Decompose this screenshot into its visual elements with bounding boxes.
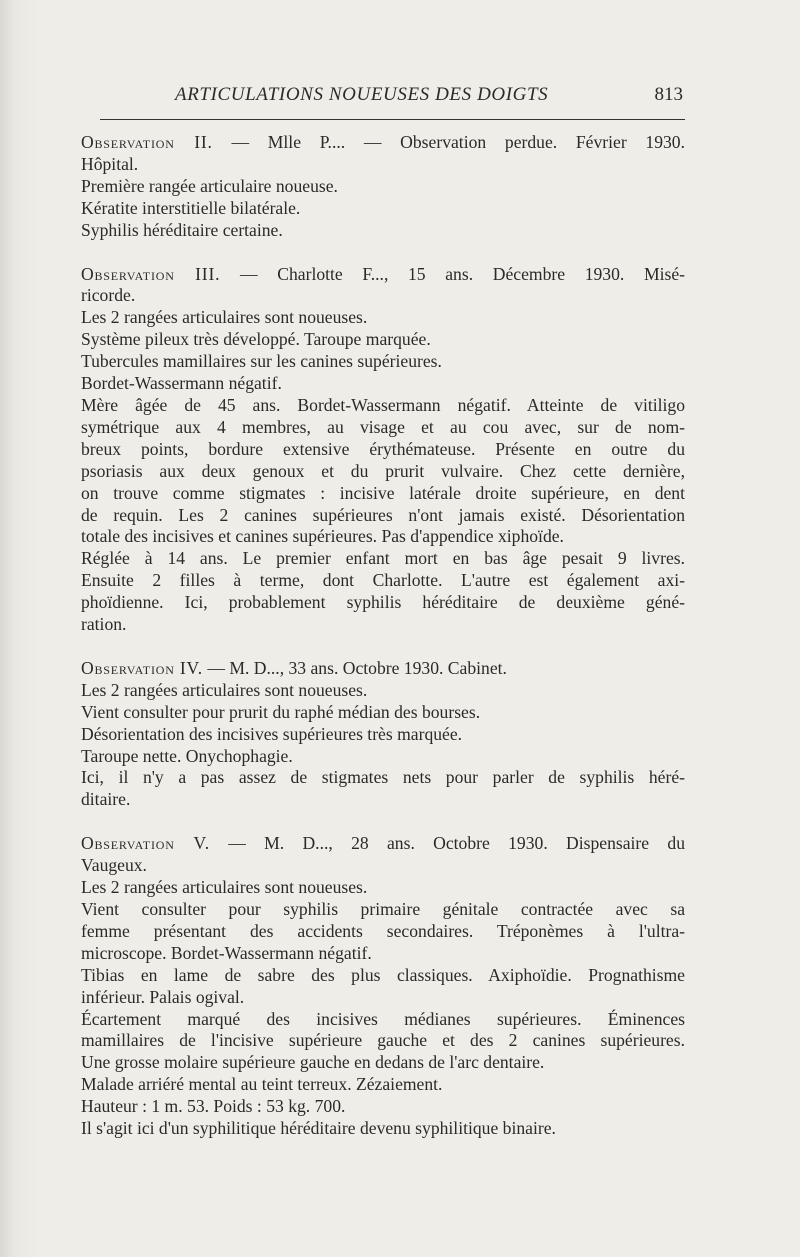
text-line-content: — M. D..., 28 ans. Octobre 1930. Dispensaire du [228, 833, 685, 854]
text-line: Ensuite 2 filles à terme, dont Charlotte. L'autre est également axi- [81, 570, 685, 591]
text-line [81, 658, 685, 680]
text-line: Syphilis héréditaire certaine. [81, 219, 283, 240]
header-rule [100, 119, 685, 120]
text-line-content: — Mlle P.... — Observation perdue. Février 1930. [231, 132, 685, 152]
text-line: ditaire. [81, 789, 131, 810]
text-line [81, 264, 685, 286]
page-number: 813 [654, 84, 683, 105]
text-line: Vient consulter pour syphilis primaire génitale contractée avec sa [81, 899, 685, 919]
text-line: Tibias en lame de sabre des plus classiques. Axiphoïdie. Prognathisme [81, 964, 685, 985]
text-line [81, 132, 685, 154]
text-line: inférieur. Palais ogival. [81, 986, 245, 1007]
text-line: Taroupe nette. Onychophagie. [81, 745, 293, 766]
text-line: Bordet-Wassermann négatif. [81, 373, 282, 394]
text-line: Écartement marqué des incisives médianes supérieures. Éminences [81, 1008, 685, 1029]
text-line-content: — Charlotte F..., 15 ans. Décembre 1930. Misé- [239, 263, 686, 284]
text-line: Une grosse molaire supérieure gauche en dedans de l'arc dentaire. [81, 1052, 545, 1073]
observation-label: Observation II. [81, 132, 213, 152]
text-line: Ici, il n'y a pas assez de stigmates nets pour parler de syphilis héré- [81, 767, 685, 788]
text-line: on trouve comme stigmates : incisive latérale droite supérieure, en dent [81, 482, 685, 503]
observation-label: Observation V. [81, 833, 210, 854]
text-line: totale des incisives et canines supérieures. Pas d'appendice xiphoïde. [81, 526, 564, 547]
text-line: Malade arriéré mental au teint terreux. Zézaiement. [81, 1074, 443, 1095]
text-line-content: — M. D..., 33 ans. Octobre 1930. Cabinet. [207, 657, 507, 678]
observation-label: Observation III. [81, 263, 221, 284]
text-line: Système pileux très développé. Taroupe marquée. [81, 329, 431, 350]
text-line: Réglée à 14 ans. Le premier enfant mort en bas âge pesait 9 livres. [81, 548, 685, 569]
observation-iv [81, 658, 685, 811]
observation-ii [81, 132, 685, 242]
text-line: psoriasis aux deux genoux et du prurit vulvaire. Chez cette dernière, [81, 460, 685, 481]
text-line: Hôpital. [81, 153, 139, 174]
text-line: Kératite interstitielle bilatérale. [81, 197, 301, 218]
text-line: Vaugeux. [81, 855, 147, 876]
text-line: symétrique aux 4 membres, au visage et au cou avec, sur de nom- [81, 416, 685, 437]
text-line: ration. [81, 614, 127, 635]
text-line: breux points, bordure extensive érythémateuse. Présente en outre du [81, 438, 685, 459]
text-line: Hauteur : 1 m. 53. Poids : 53 kg. 700. [81, 1096, 346, 1117]
text-line: Désorientation des incisives supérieures très marquée. [81, 723, 463, 744]
observation-label: Observation IV. [81, 657, 203, 678]
text-line: Vient consulter pour prurit du raphé médian des bourses. [81, 701, 481, 722]
text-line: Première rangée articulaire noueuse. [81, 175, 338, 196]
text-line: Les 2 rangées articulaires sont noueuses. [81, 877, 368, 898]
text-line: Tubercules mamillaires sur les canines supérieures. [81, 351, 442, 372]
running-title: ARTICULATIONS NOUEUSES DES DOIGTS [175, 84, 549, 105]
text-line: phoïdienne. Ici, probablement syphilis héréditaire de deuxième géné- [81, 592, 685, 613]
text-line: Les 2 rangées articulaires sont noueuses. [81, 679, 368, 700]
text-line: Il s'agit ici d'un syphilitique héréditaire devenu syphilitique binaire. [81, 1118, 556, 1139]
observation-v [81, 833, 685, 1140]
text-line: Les 2 rangées articulaires sont noueuses. [81, 307, 368, 328]
text-line: mamillaires de l'incisive supérieure gauche et des 2 canines supérieures. [81, 1030, 685, 1051]
observation-iii [81, 264, 685, 636]
page-body [81, 132, 685, 1140]
text-line: ricorde. [81, 285, 136, 306]
text-line [81, 833, 685, 855]
text-line: microscope. Bordet-Wassermann négatif. [81, 942, 372, 963]
text-line: de requin. Les 2 canines supérieures n'ont jamais existé. Désorientation [81, 504, 685, 525]
text-line: Mère âgée de 45 ans. Bordet-Wassermann négatif. Atteinte de vitiligo [81, 394, 685, 415]
text-line: femme présentant des accidents secondaires. Tréponèmes à l'ultra- [81, 920, 685, 941]
